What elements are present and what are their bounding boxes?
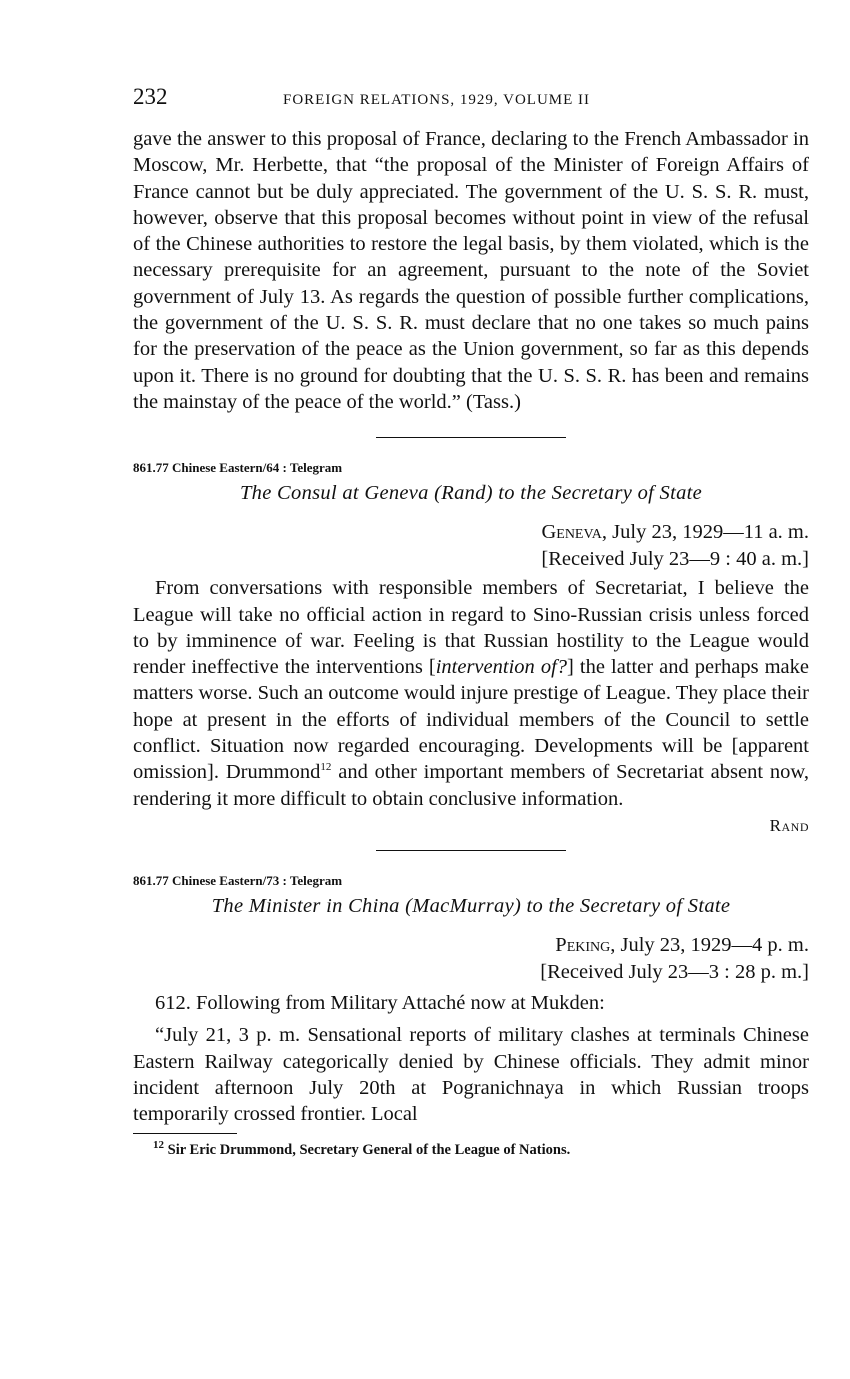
editorial-insert: intervention of? (435, 656, 568, 679)
telegram-body-1 (133, 575, 809, 812)
dateline-place-2: Peking, (555, 933, 616, 956)
page-number: 232 (133, 84, 168, 109)
dateline-place-1: Geneva, (541, 521, 608, 544)
document-title-2: The Minister in China (MacMurray) to the Secretary of State (211, 894, 731, 917)
dateline-date-1: July 23, 1929—11 a. m. (612, 521, 809, 544)
document-page (133, 84, 809, 1159)
document-title-1: The Consul at Geneva (Rand) to the Secretary of State (239, 482, 703, 505)
telegram-intro: 612. Following from Military Attaché now at Mukden: (155, 991, 605, 1014)
continuation-text: gave the answer to this proposal of France, declaring to the French Ambassador in Moscow, Mr. Herbette, that “the proposal of the Minister of Foreign Affairs of France cannot but be duly appreciated. The government of the U. S. S. R. must, however, observe that this proposal becomes without point in view of the refusal of the Chinese authorities to restore the legal basis, by them violated, which is the necessary prerequisite for an agreement, pursuant to the note of the Soviet government of July 13. As regards the question of possible further complications, the government of the U. S. S. R. must declare that no one takes so much pains for the preservation of the peace as the Union government, so far as this depends upon it. There is no ground for doubting that the U. S. S. R. has been and remains the mainstay of the peace of the world.” (Tass.) (133, 128, 809, 413)
running-title: FOREIGN RELATIONS, 1929, VOLUME II (283, 92, 591, 108)
body-text-a: From conversations with responsible members of Secretariat, I believe the League will take no official action in regard to Sino-Russian crisis unless forced to by imminence of war. Feeling is that Russian hostility to the League would render ineffective the interventions [ (133, 577, 809, 679)
footnote (133, 1139, 809, 1159)
running-head (133, 84, 809, 118)
file-reference-2: 861.77 Chinese Eastern/73 : Telegram (133, 872, 343, 888)
telegram-quote: “July 21, 3 p. m. Sensational reports of military clashes at terminals Chinese Eastern Railway categorically denied by Chinese officials. They admit minor incident afternoon July 20th at Pogranichnaya in which Russian troops temporarily crossed frontier. Local (133, 1024, 809, 1126)
body-text-c: and other important members of Secretariat absent now, rendering it more difficult to obtain conclusive information. (133, 761, 809, 810)
received-line-2: [Received July 23—3 : 28 p. m.] (540, 960, 809, 983)
received-line-1: [Received July 23—9 : 40 a. m.] (541, 548, 809, 571)
body-text-b: ] the latter and perhaps make matters worse. Such an outcome would injure prestige of League. They place their hope at present in the efforts of individual members of the Council to settle conflict. Situation now regarded encouraging. Developments will be [apparent omission]. Drummond (133, 656, 809, 784)
footnote-mark: 12 (153, 1139, 164, 1152)
signature-1: Rand (769, 815, 809, 835)
file-reference-1: 861.77 Chinese Eastern/64 : Telegram (133, 460, 343, 476)
section-divider (376, 437, 566, 438)
footnote-reference: 12 (320, 761, 332, 774)
section-divider-2 (376, 850, 566, 851)
dateline-1 (133, 519, 809, 573)
telegram-paragraph-1 (133, 575, 809, 812)
telegram-body-2 (133, 990, 809, 1127)
footnote-rule (133, 1133, 237, 1134)
dateline-2 (133, 932, 809, 986)
continuation-paragraph (133, 126, 809, 415)
footnote-text: Sir Eric Drummond, Secretary General of the League of Nations. (167, 1142, 571, 1159)
dateline-date-2: July 23, 1929—4 p. m. (620, 933, 809, 956)
